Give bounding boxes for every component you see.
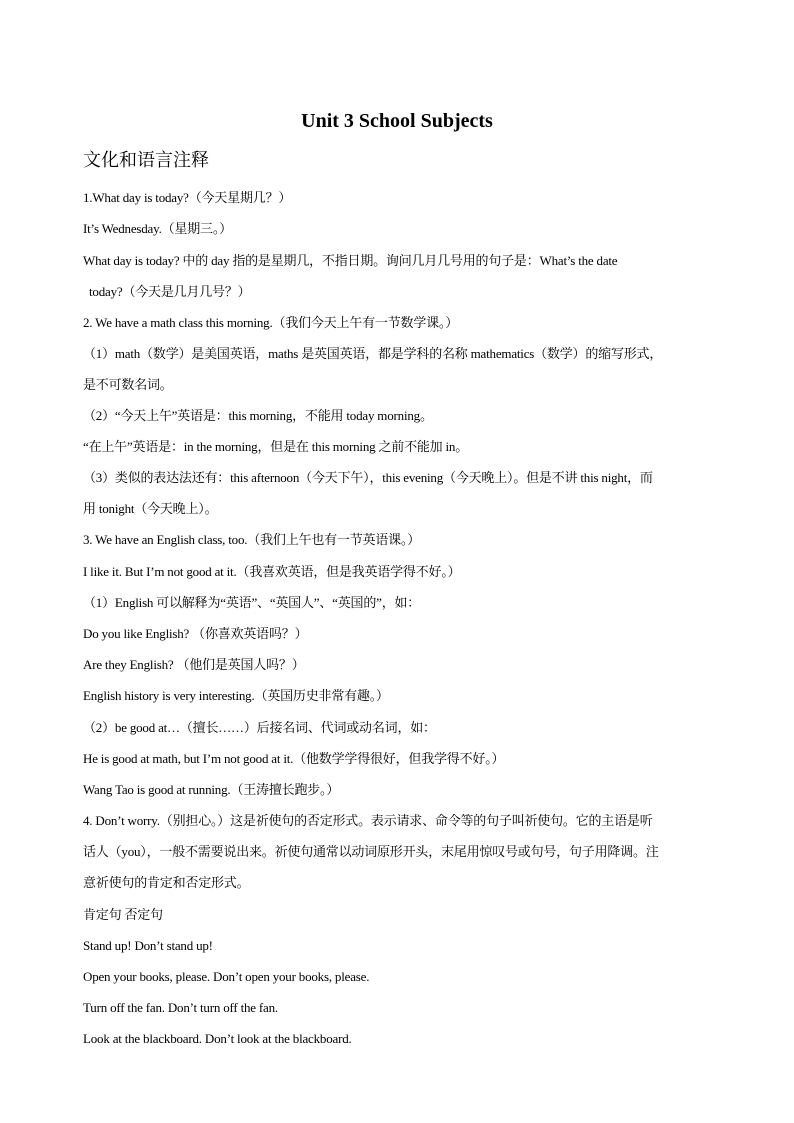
text-line: （2）be good at…（擅长……）后接名词、代词或动名词，如： [83, 720, 436, 735]
text-line: 3. We have an English class, too.（我们上午也有一节英语课。） [83, 532, 421, 547]
text-line: 是不可数名词。 [83, 377, 173, 392]
text-line: I like it. But I’m not good at it.（我喜欢英语，但是我英语学得不好。） [83, 564, 461, 579]
text-line: today?（今天是几月几号？） [89, 284, 251, 299]
text-line: Look at the blackboard. Don’t look at the blackboard. [83, 1031, 352, 1046]
text-line: English history is very interesting.（英国历史非常有趣。） [83, 688, 389, 703]
text-line: 2. We have a math class this morning.（我们今天上午有一节数学课。） [83, 315, 459, 330]
text-line: （1）math（数学）是美国英语，maths 是英国英语，都是学科的名称 mathematics（数学）的缩写形式， [83, 346, 663, 361]
text-line: It’s Wednesday.（星期三。） [83, 221, 232, 236]
text-line: Do you like English? （你喜欢英语吗？） [83, 626, 308, 641]
document-title: Unit 3 School Subjects [301, 110, 493, 132]
text-line: （1）English 可以解释为“英语”、“英国人”、“英国的”，如： [83, 595, 421, 610]
text-line: Open your books, please. Don’t open your books, please. [83, 969, 370, 984]
text-line: Turn off the fan. Don’t turn off the fan. [83, 1000, 278, 1015]
text-line: Wang Tao is good at running.（王涛擅长跑步。） [83, 782, 340, 797]
text-line: “在上午”英语是：in the morning，但是在 this morning 之前不能加 in。 [83, 439, 469, 454]
section-heading: 文化和语言注释 [83, 150, 209, 171]
text-line: 肯定句 否定句 [83, 907, 163, 922]
text-line: 意祈使句的肯定和否定形式。 [83, 875, 250, 890]
text-line: 4. Don’t worry.（别担心。）这是祈使句的否定形式。表示请求、命令等的句子叫祈使句。它的主语是听 [83, 813, 653, 828]
text-line: He is good at math, but I’m not good at it.（他数学学得很好，但我学得不好。） [83, 751, 505, 766]
text-line: 用 tonight（今天晚上）。 [83, 501, 218, 516]
text-line: 1.What day is today?（今天星期几？） [83, 190, 292, 205]
text-line: Stand up! Don’t stand up! [83, 938, 213, 953]
text-line: 话人（you），一般不需要说出来。祈使句通常以动词原形开头，末尾用惊叹号或句号，句子用降调。注 [83, 844, 659, 859]
text-line: （3）类似的表达法还有：this afternoon（今天下午），this evening（今天晚上）。但是不讲 this night，而 [83, 470, 653, 485]
text-line: Are they English? （他们是英国人吗？） [83, 657, 305, 672]
text-line: （2）“今天上午”英语是：this morning，不能用 today morning。 [83, 408, 433, 423]
text-line: What day is today? 中的 day 指的是星期几，不指日期。询问几月几号用的句子是：What’s the date [83, 253, 618, 268]
